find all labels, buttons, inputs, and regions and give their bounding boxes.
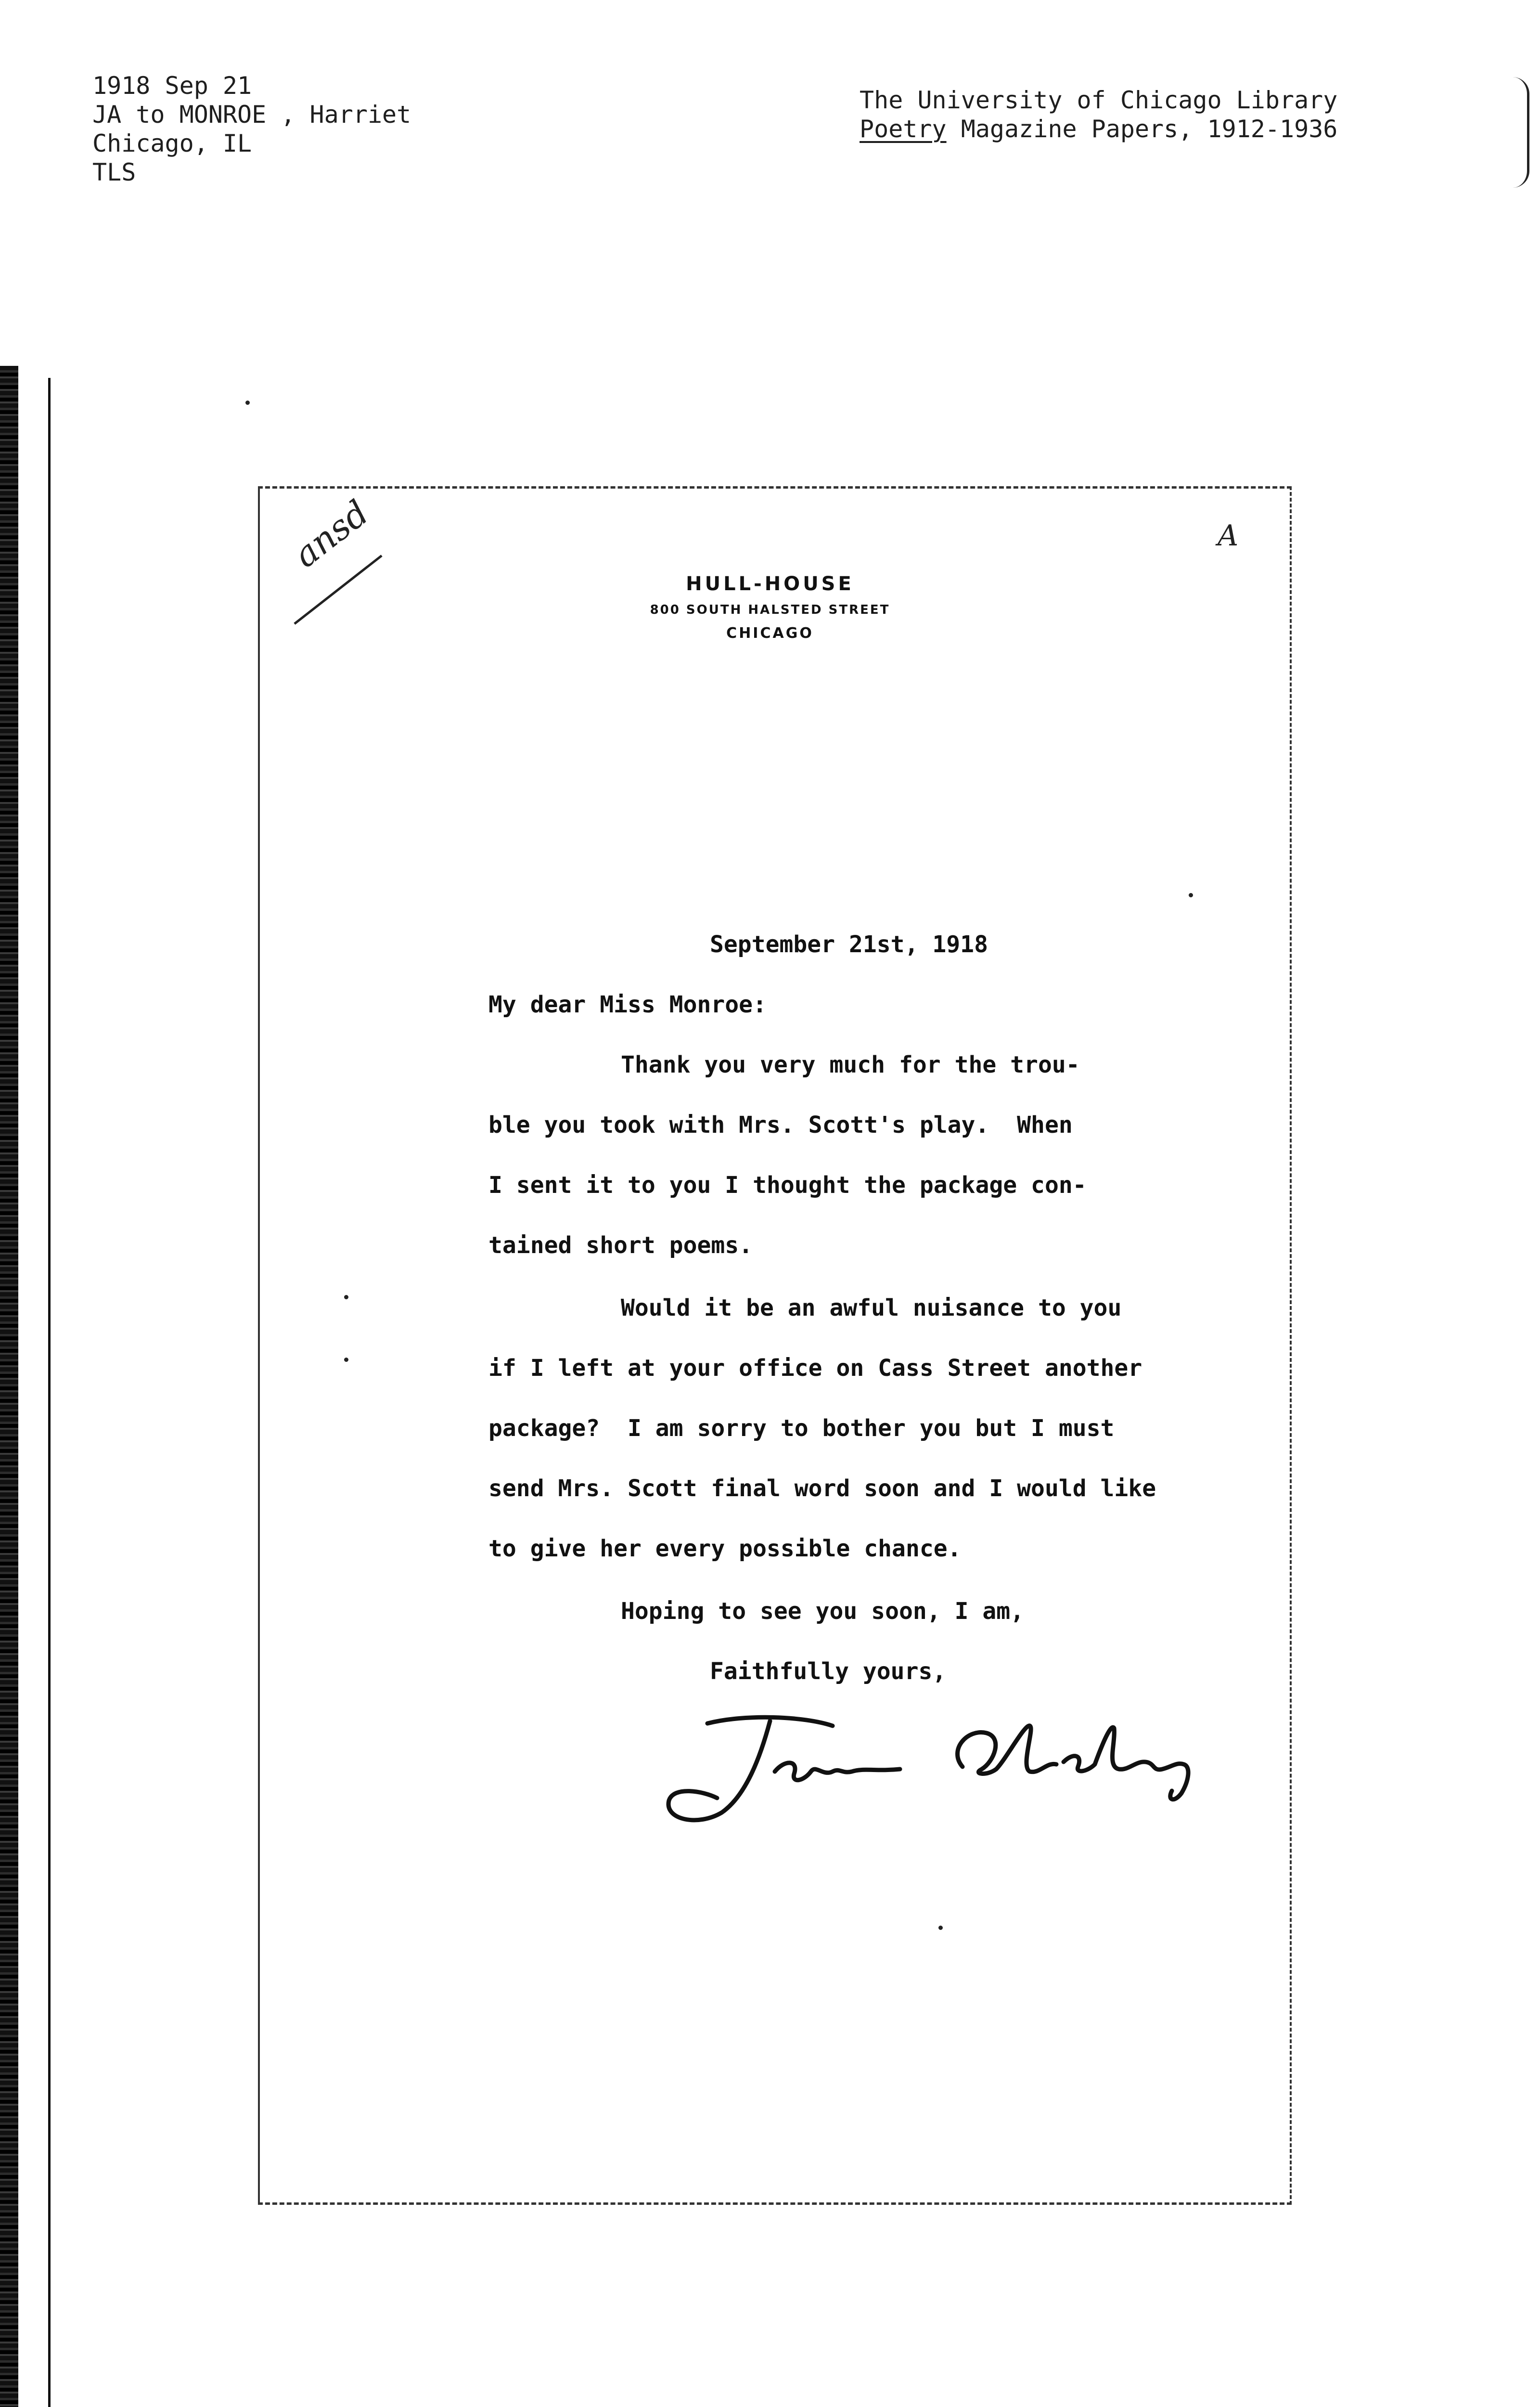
body-line: ble you took with Mrs. Scott's play. When (488, 1112, 1073, 1139)
collection-title-underlined: Poetry (860, 115, 947, 143)
scan-speck (344, 1358, 348, 1362)
body-line: tained short poems. (488, 1232, 753, 1259)
scan-speck (938, 1926, 943, 1930)
body-line: Thank you very much for the trou- (621, 1051, 1080, 1078)
catalog-type: TLS (92, 158, 136, 186)
body-line: Would it be an awful nuisance to you (621, 1294, 1122, 1321)
collection-title-rest: Magazine Papers, 1912-1936 (946, 115, 1338, 143)
letter-salutation: My dear Miss Monroe: (488, 991, 767, 1018)
body-line: send Mrs. Scott final word soon and I would like (488, 1475, 1156, 1502)
closing-line: Hoping to see you soon, I am, (621, 1598, 1025, 1625)
body-line: I sent it to you I thought the package con- (488, 1172, 1087, 1199)
scan-speck (344, 1295, 348, 1299)
institution-name: The University of Chicago Library (860, 86, 1338, 114)
valediction: Faithfully yours, (710, 1658, 947, 1685)
handwritten-note: ansd (286, 492, 376, 576)
letterhead-city: CHICAGO (726, 625, 814, 642)
body-line: to give her every possible chance. (488, 1535, 962, 1562)
signature (650, 1704, 1218, 1829)
page-curl-mark (1513, 77, 1529, 188)
body-line: package? I am sorry to bother you but I must (488, 1415, 1115, 1442)
catalog-place: Chicago, IL (92, 129, 252, 157)
body-line: if I left at your office on Cass Street another (488, 1355, 1142, 1382)
scan-binding-edge (0, 366, 18, 2407)
letterhead-name: HULL-HOUSE (686, 573, 854, 595)
catalog-date: 1918 Sep 21 (92, 72, 252, 100)
scan-speck (1189, 893, 1193, 897)
catalog-record (92, 71, 411, 187)
collection-label (860, 86, 1337, 143)
corner-mark: A (1218, 519, 1239, 553)
letter-date: September 21st, 1918 (710, 931, 988, 958)
scan-speck (245, 401, 250, 405)
collection-name (860, 115, 1337, 143)
letterhead-address: 800 SOUTH HALSTED STREET (650, 603, 890, 617)
catalog-correspondents: JA to MONROE , Harriet (92, 101, 411, 129)
scan-edge-line (48, 378, 51, 2407)
